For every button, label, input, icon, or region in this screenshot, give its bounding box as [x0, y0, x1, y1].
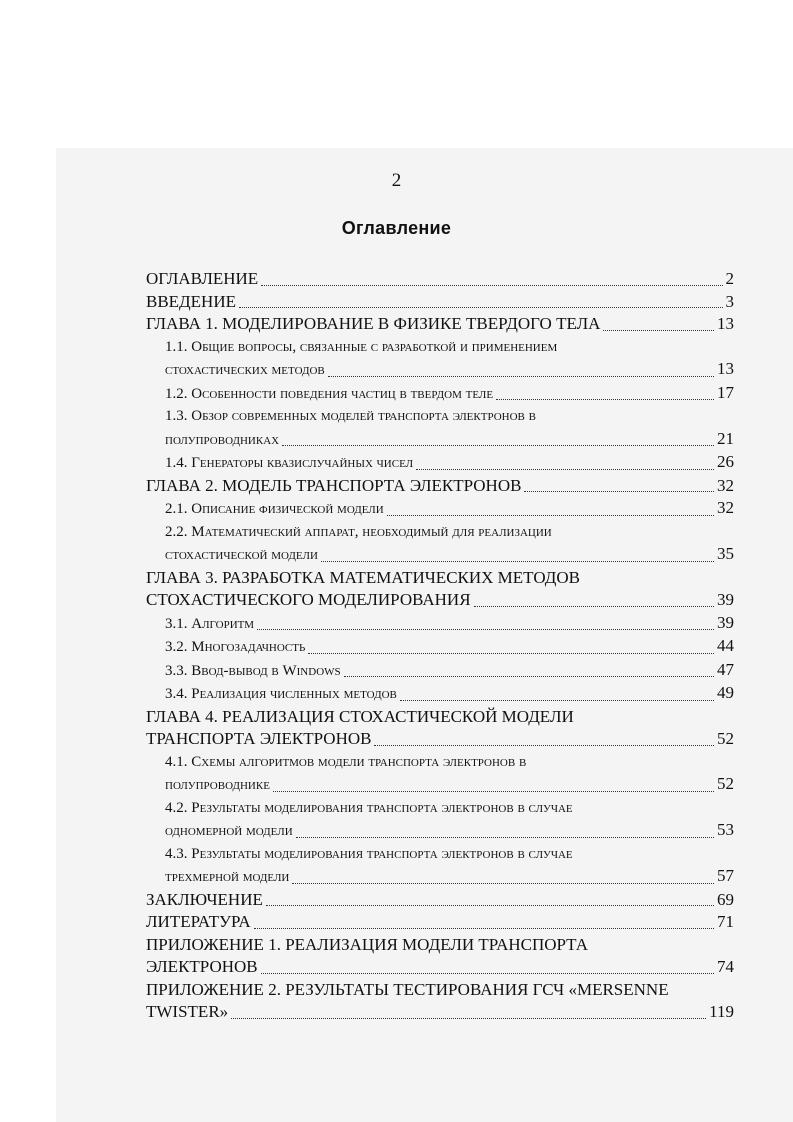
dot-leader	[344, 676, 714, 677]
toc-entry-page: 26	[717, 452, 734, 471]
toc-entry-line	[146, 268, 734, 291]
toc-entry-title: 1.2. Особенности поведения частиц в твердом теле	[165, 385, 494, 402]
toc-entry-page: 57	[717, 866, 734, 885]
toc-entry-page: 71	[717, 912, 734, 931]
page-number: 2	[391, 170, 402, 191]
dot-leader	[416, 469, 714, 470]
toc-entry-line	[165, 682, 734, 706]
toc-entry-title: СТОХАСТИЧЕСКОГО МОДЕЛИРОВАНИЯ	[146, 590, 471, 609]
toc-entry-page: 52	[717, 774, 734, 793]
toc-entry-line	[165, 543, 734, 567]
toc-entry-page: 44	[717, 636, 734, 655]
dot-leader	[474, 606, 714, 607]
dot-leader	[292, 883, 714, 884]
toc-entry-line	[146, 889, 734, 912]
toc-entry-title: ЗАКЛЮЧЕНИЕ	[146, 889, 263, 909]
dot-leader	[496, 399, 714, 400]
toc-entry-title: стохастической модели	[165, 547, 318, 563]
toc-entry[interactable]	[146, 336, 734, 382]
toc-entry-title: 1.4. Генераторы квазислучайных чисел	[165, 455, 414, 471]
dot-leader	[321, 561, 714, 562]
toc-entry[interactable]	[146, 567, 734, 612]
dot-leader	[328, 376, 714, 377]
toc-entry[interactable]	[146, 751, 734, 797]
toc-entry-title: одномерной модели	[165, 823, 293, 839]
toc-entry[interactable]	[146, 797, 734, 843]
toc-entry-line	[146, 291, 734, 314]
toc-entry-page: 53	[717, 820, 734, 839]
toc-entry-line	[165, 358, 734, 382]
toc-entry-title: ЭЛЕКТРОНОВ	[146, 957, 258, 976]
toc-entry[interactable]	[146, 612, 734, 636]
toc-entry-title-line: ГЛАВА 3. РАЗРАБОТКА МАТЕМАТИЧЕСКИХ МЕТОДОВ	[146, 567, 580, 587]
toc-entry-line	[146, 911, 734, 934]
dot-leader	[296, 837, 714, 838]
toc-entry[interactable]	[146, 521, 734, 567]
toc-entry-line	[165, 819, 734, 843]
toc-entry-title-line: ГЛАВА 4. РЕАЛИЗАЦИЯ СТОХАСТИЧЕСКОЙ МОДЕЛИ	[146, 706, 574, 726]
dot-leader	[261, 973, 714, 974]
dot-leader	[231, 1018, 706, 1019]
dot-leader	[282, 445, 714, 446]
toc-entry-title: полупроводниках	[165, 431, 280, 448]
toc-entry-title-line: 1.3. Обзор современных моделей транспорта электронов в	[165, 408, 536, 424]
toc-entry-title: 3.3. Ввод-вывод в Windows	[165, 662, 341, 679]
toc-entry-page: 3	[725, 291, 734, 311]
toc-entry[interactable]	[146, 268, 734, 291]
dot-leader	[524, 491, 714, 492]
toc-entry[interactable]	[146, 659, 734, 683]
toc-entry-page: 39	[717, 612, 734, 632]
toc-entry-line	[146, 475, 734, 498]
dot-leader	[400, 700, 714, 701]
dot-leader	[374, 745, 714, 746]
toc-entry-page: 47	[717, 659, 734, 679]
toc-entry-title-line: 4.3. Результаты моделирования транспорта электронов в случае	[165, 845, 573, 862]
toc-entry[interactable]	[146, 635, 734, 659]
toc-entry-line	[146, 956, 734, 979]
toc-entry-page: 2	[725, 269, 734, 288]
toc-entry[interactable]	[146, 934, 734, 979]
toc-entry-title-line: ПРИЛОЖЕНИЕ 1. РЕАЛИЗАЦИЯ МОДЕЛИ ТРАНСПОРТА	[146, 934, 588, 954]
toc-entry-page: 32	[717, 475, 734, 495]
toc-entry-title: TWISTER»	[146, 1002, 229, 1021]
dot-leader	[261, 285, 722, 286]
toc-entry-line	[165, 428, 734, 452]
toc-entry[interactable]	[146, 451, 734, 475]
toc-entry[interactable]	[146, 313, 734, 336]
dot-leader	[273, 791, 714, 792]
toc-entry-line	[165, 382, 734, 406]
toc-entry[interactable]	[146, 979, 734, 1024]
dot-leader	[254, 928, 714, 929]
toc-entry-page: 52	[717, 729, 734, 748]
toc-entry-page: 32	[717, 498, 734, 517]
toc-entry-title-line: 2.2. Математический аппарат, необходимый для реализации	[165, 523, 552, 540]
toc-entry-line	[146, 1001, 734, 1024]
toc-entry-page: 35	[717, 544, 734, 563]
toc-entry-line	[146, 313, 734, 336]
toc-entry[interactable]	[146, 405, 734, 451]
toc-entry-title: 3.1. Алгоритм	[165, 615, 254, 632]
toc-title: Оглавление	[341, 218, 452, 238]
toc-entry-title: ВВЕДЕНИЕ	[146, 291, 236, 311]
toc-entry-title: ЛИТЕРАТУРА	[146, 912, 251, 931]
toc-entry-line	[146, 589, 734, 612]
toc-entry[interactable]	[146, 291, 734, 314]
toc-entry[interactable]	[146, 682, 734, 706]
toc-entry-line	[165, 865, 734, 889]
toc-entry-title: ГЛАВА 1. МОДЕЛИРОВАНИЕ В ФИЗИКЕ ТВЕРДОГО ТЕЛА	[146, 314, 601, 333]
dot-leader	[266, 905, 714, 906]
toc-entry-page: 69	[717, 889, 734, 909]
dot-leader	[603, 330, 714, 331]
toc-entry-title: 2.1. Описание физической модели	[165, 501, 384, 517]
toc-entry-page: 49	[717, 683, 734, 702]
toc-entry[interactable]	[146, 475, 734, 498]
toc-entry-title: 3.2. Многозадачность	[165, 639, 306, 655]
toc-entry-page: 119	[709, 1002, 734, 1021]
toc-entry-page: 17	[717, 382, 734, 402]
toc-entry-page: 13	[717, 314, 734, 333]
toc-entry-title: ТРАНСПОРТА ЭЛЕКТРОНОВ	[146, 729, 372, 748]
toc-entry-title: стохастических методов	[165, 362, 325, 378]
toc-entry-title-line: ПРИЛОЖЕНИЕ 2. РЕЗУЛЬТАТЫ ТЕСТИРОВАНИЯ ГСЧ «MERSENNE	[146, 979, 669, 999]
toc-entry-title: ГЛАВА 2. МОДЕЛЬ ТРАНСПОРТА ЭЛЕКТРОНОВ	[146, 475, 522, 495]
toc-entry-title: ОГЛАВЛЕНИЕ	[146, 269, 259, 288]
toc-entry-line	[165, 773, 734, 797]
toc-entry-line	[165, 659, 734, 683]
dot-leader	[308, 653, 714, 654]
toc-entry-title-line: 1.1. Общие вопросы, связанные с разработкой и применением	[165, 338, 558, 355]
toc-entry-line	[165, 612, 734, 636]
toc-entry[interactable]	[146, 706, 734, 751]
toc-entry-title-line: 4.1. Схемы алгоритмов модели транспорта электронов в	[165, 753, 527, 770]
toc-entry-page: 13	[717, 359, 734, 378]
dot-leader	[257, 629, 714, 630]
toc-entry[interactable]	[146, 382, 734, 406]
table-of-contents	[146, 268, 734, 1024]
toc-entry-line	[165, 451, 734, 475]
toc-entry-line	[165, 497, 734, 521]
toc-entry[interactable]	[146, 497, 734, 521]
toc-entry[interactable]	[146, 843, 734, 889]
toc-entry-title-line: 4.2. Результаты моделирования транспорта электронов в случае	[165, 799, 573, 816]
dot-leader	[239, 307, 723, 308]
toc-entry-title: полупроводнике	[165, 777, 270, 793]
toc-entry-title: 3.4. Реализация численных методов	[165, 686, 397, 702]
toc-entry-page: 74	[717, 957, 734, 976]
toc-entry-line	[165, 635, 734, 659]
toc-entry-line	[146, 728, 734, 751]
toc-entry-page: 39	[717, 590, 734, 609]
toc-entry-page: 21	[717, 428, 734, 448]
dot-leader	[387, 515, 714, 516]
toc-entry[interactable]	[146, 889, 734, 912]
toc-entry[interactable]	[146, 911, 734, 934]
toc-entry-title: трехмерной модели	[165, 869, 290, 885]
